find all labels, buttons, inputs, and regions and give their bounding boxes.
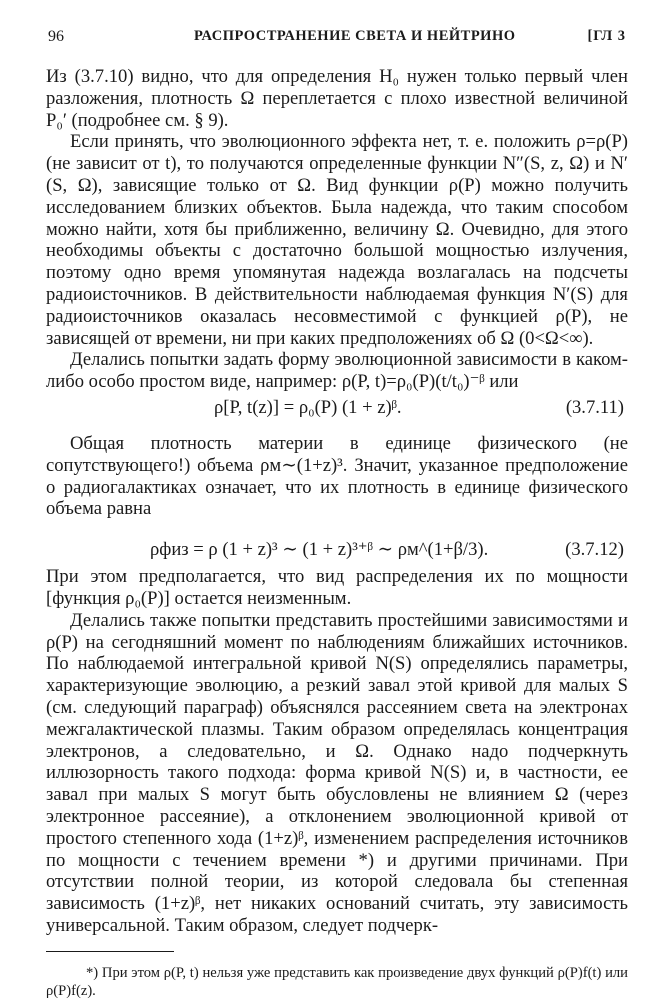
- chapter-label: [ГЛ 3: [587, 28, 626, 44]
- book-page: [46, 22, 628, 1000]
- equation-expression: ρ[P, t(z)] = ρ₀(P) (1 + z)ᵝ.: [214, 396, 402, 418]
- running-title: РАСПРОСТРАНЕНИЕ СВЕТА И НЕЙТРИНО: [194, 28, 516, 44]
- equation-expression: ρфиз = ρ (1 + z)³ ∼ (1 + z)³⁺ᵝ ∼ ρм^(1+β/3).: [150, 539, 489, 561]
- footnote: *) При этом ρ(P, t) нельзя уже представить как произведение двух функций ρ(P)f(t) или ρ(P)f(z).: [46, 964, 628, 999]
- page-header: [46, 22, 628, 44]
- paragraph: Делались попытки задать форму эволюционной зависимости в каком-либо особо простом виде, например: ρ(P, t)=ρ₀(P)(t/t₀)⁻ᵝ или: [46, 349, 628, 393]
- equation-3-7-12: [46, 526, 628, 566]
- page-body: [46, 66, 628, 937]
- paragraph: Делались также попытки представить простейшими зависимостями и ρ(P) на сегодняшний момент по наблюдениям ближайших источников. По наблюдаемой интегральной кривой N(S) определялись параметры, характеризующие эволюцию, а резкий завал этой кривой для малых S (см. следующий параграф) объяснялся рассеянием света на электронах межгалактической плазмы. Таким образом определялась концентрация электронов, а следовательно, и Ω. Однако надо подчеркнуть иллюзорность такого подхода: форма кривой N(S) и, в частности, ее завал при малых S могут быть обусловлены не влиянием Ω (через электронное рассеяние), а отклонением эволюционной кривой от простого степенного хода (1+z)ᵝ, изменением распределения источников по мощности с течением времени *) и другими причинами. При отсутствии полной теории, из которой следовала бы степенная зависимость (1+z)ᵝ, нет никаких оснований считать, эту зависимость универсальной. Таким образом, следует подчерк-: [46, 609, 628, 936]
- footnote-divider: [46, 951, 174, 952]
- paragraph: Общая плотность материи в единице физического (не сопутствующего!) объема ρм∼(1+z)³. Значит, указанное предположение о радиогалактиках означает, что их плотность в единице физического объема равна: [46, 432, 628, 520]
- equation-3-7-11: [46, 393, 628, 423]
- paragraph: При этом предполагается, что вид распределения их по мощности [функция ρ₀(P)] остается неизменным.: [46, 566, 628, 609]
- equation-number: (3.7.12): [565, 539, 624, 561]
- paragraph: Из (3.7.10) видно, что для определения H₀ нужен только первый член разложения, плотность Ω переплетается с плохо известной величиной P₀′ (подробнее см. § 9).: [46, 66, 628, 131]
- equation-number: (3.7.11): [565, 396, 624, 418]
- paragraph: Если принять, что эволюционного эффекта нет, т. е. положить ρ=ρ(P) (не зависит от t), то получаются определенные функции N″(S, z, Ω) и N′(S, Ω), зависящие только от Ω. Вид функции ρ(P) можно получить исследованием близких объектов. Была надежда, что таким способом можно найти, хотя бы приближенно, величину Ω. Очевидно, для этого необходимы объекты с достаточно большой мощностью излучения, поэтому одно время упомянутая надежда возлагалась на подсчеты радиоисточников. В действительности наблюдаемая функция N′(S) для радиоисточников оказалась несовместимой с функцией ρ(P), не зависящей от времени, ни при каких предположениях об Ω (0<Ω<∞).: [46, 131, 628, 349]
- page-number: 96: [48, 28, 64, 45]
